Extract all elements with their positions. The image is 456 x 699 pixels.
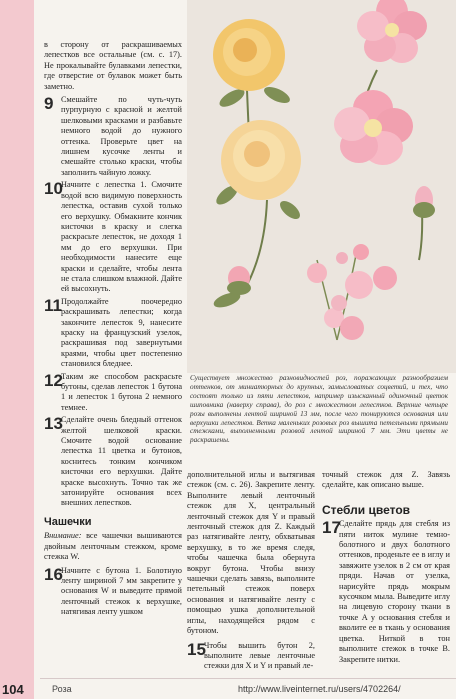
right-paragraph: точный стежок для Z. Завязь сделайте, как описано выше.	[322, 470, 450, 490]
section-heading-stems: Стебли цветов	[322, 502, 411, 517]
footer-divider	[40, 678, 456, 679]
step-17: 17 Сделайте прядь для стебля из пяти ниток мулине темно-болотного и двух болотного оттенков, проденьте ее в иглу и завяжите узелок в 2 см от края пряди. Начав от узелка, нарисуйте прядь мокрым кусочком мыла. Выведите иглу на лицевую сторону ткани в точке A у основания стебля и вколите ее в ткань у основания цветка. Ниткой в тон выполните стежок в точке B. Закрепите нитки.	[322, 518, 450, 664]
step-13: 13 Сделайте очень бледный оттенок желтой шелковой краски. Смочите водой основание лепестка 11 цветка и бутонов, коснитесь тонким кончиком кисточки его верхушки. Дайте краске высохнуть. Точно так же затонируйте основания всех внешних лепестков.	[44, 414, 182, 508]
roses-illustration	[187, 0, 456, 373]
column-right	[322, 470, 450, 667]
note-paragraph	[44, 531, 182, 562]
column-left	[44, 40, 182, 620]
note-label: Внимание:	[44, 531, 82, 541]
roses-embroidery-photo	[187, 0, 456, 373]
photo-caption: Существует множество разновидностей роз, поражающих разнообразием оттенков, от миниатюрных до крупных, замысловатых соцветий, и тех, что состоят только из пяти лепестков, например изысканный одиночный цветок шиповника (наверху справа), до роз с множеством лепестков. Верхние четыре розы выполнены лентой шириной 13 мм, после чего тонируются основания или верхушки лепестков. Ветка маленьких розовых роз вышита петельными прямыми стежками, выполненными розовой лентой шириной 7 мм. Эти цветы не раскрашены.	[190, 374, 448, 445]
column-middle	[187, 470, 315, 674]
decorative-side-band	[0, 0, 34, 699]
step-11: 11 Продолжайте поочередно раскрашивать лепестки; когда закончите лепесток 9, нанесите краску на французский узелок, раскрашивая под завернутыми краями, чтобы цвет постепенно становился бледнее.	[44, 295, 182, 369]
page-number: 104	[2, 682, 24, 697]
step-16: 16 Начните с бутона 1. Болотную ленту шириной 7 мм закрепите у основания W и выведите прямой ленточный стежок к верхушке, натягивая ленту ушком	[44, 564, 182, 617]
step-15: 15 Чтобы вышить бутон 2, выполните левые ленточные стежки для X и Y и правый ле-	[187, 639, 315, 671]
running-title: Роза	[52, 684, 72, 694]
intro-paragraph: в сторону от раскрашиваемых лепестков все остальные (см. с. 17). Не прокалывайте булавками лепестки, где отверстие от булавок может быть заметно.	[44, 40, 182, 91]
middle-paragraph: дополнительной иглы и вытягивая стежок (см. с. 26). Закрепите ленту. Выполните левый ленточный стежок для X, центральный ленточный стежок для Y и правый ленточный стежок для Z. Каждый раз натягивайте ленту, обхватывая верхушку, в то же время следя, чтобы чашечка была обернута вокруг бутона. Чтобы внизу чашечки сделать завязь, выполните петельный стежок поверх основания и натягивайте ленту с помощью ушка дополнительной иглы, находящейся рядом с бутоном.	[187, 470, 315, 636]
step-9: 9 Смешайте по чуть-чуть пурпурную с красной и желтой шелковыми красками и разбавьте немного водой до нужного оттенка. Проверьте цвет на лишнем кусочке ленты и смешайте столько краски, чтобы заполнить чайную ложку.	[44, 94, 182, 177]
step-10: 10 Начните с лепестка 1. Смочите водой всю видимую поверхность лепестка, оставив сухой только его верхушку. Обмакните кончик кисточки в краску и слегка раскрасьте лепесток, не доходя 1 мм до его верхушки. При необходимости нанесите еще краски и сделайте, чтобы лента не стала слишком влажной. Дайте ей высохнуть.	[44, 179, 182, 294]
watermark-url: http://www.liveinternet.ru/users/4702264/	[238, 684, 401, 694]
step-12: 12 Таким же способом раскрасьте бутоны, сделав лепесток 1 бутона 1 и лепесток 1 бутона 2 немного темнее.	[44, 370, 182, 412]
section-heading-calyx: Чашечки	[44, 515, 92, 528]
note-text: все чашечки вышиваются двойным ленточным стежком, кроме стежка W.	[44, 531, 182, 562]
